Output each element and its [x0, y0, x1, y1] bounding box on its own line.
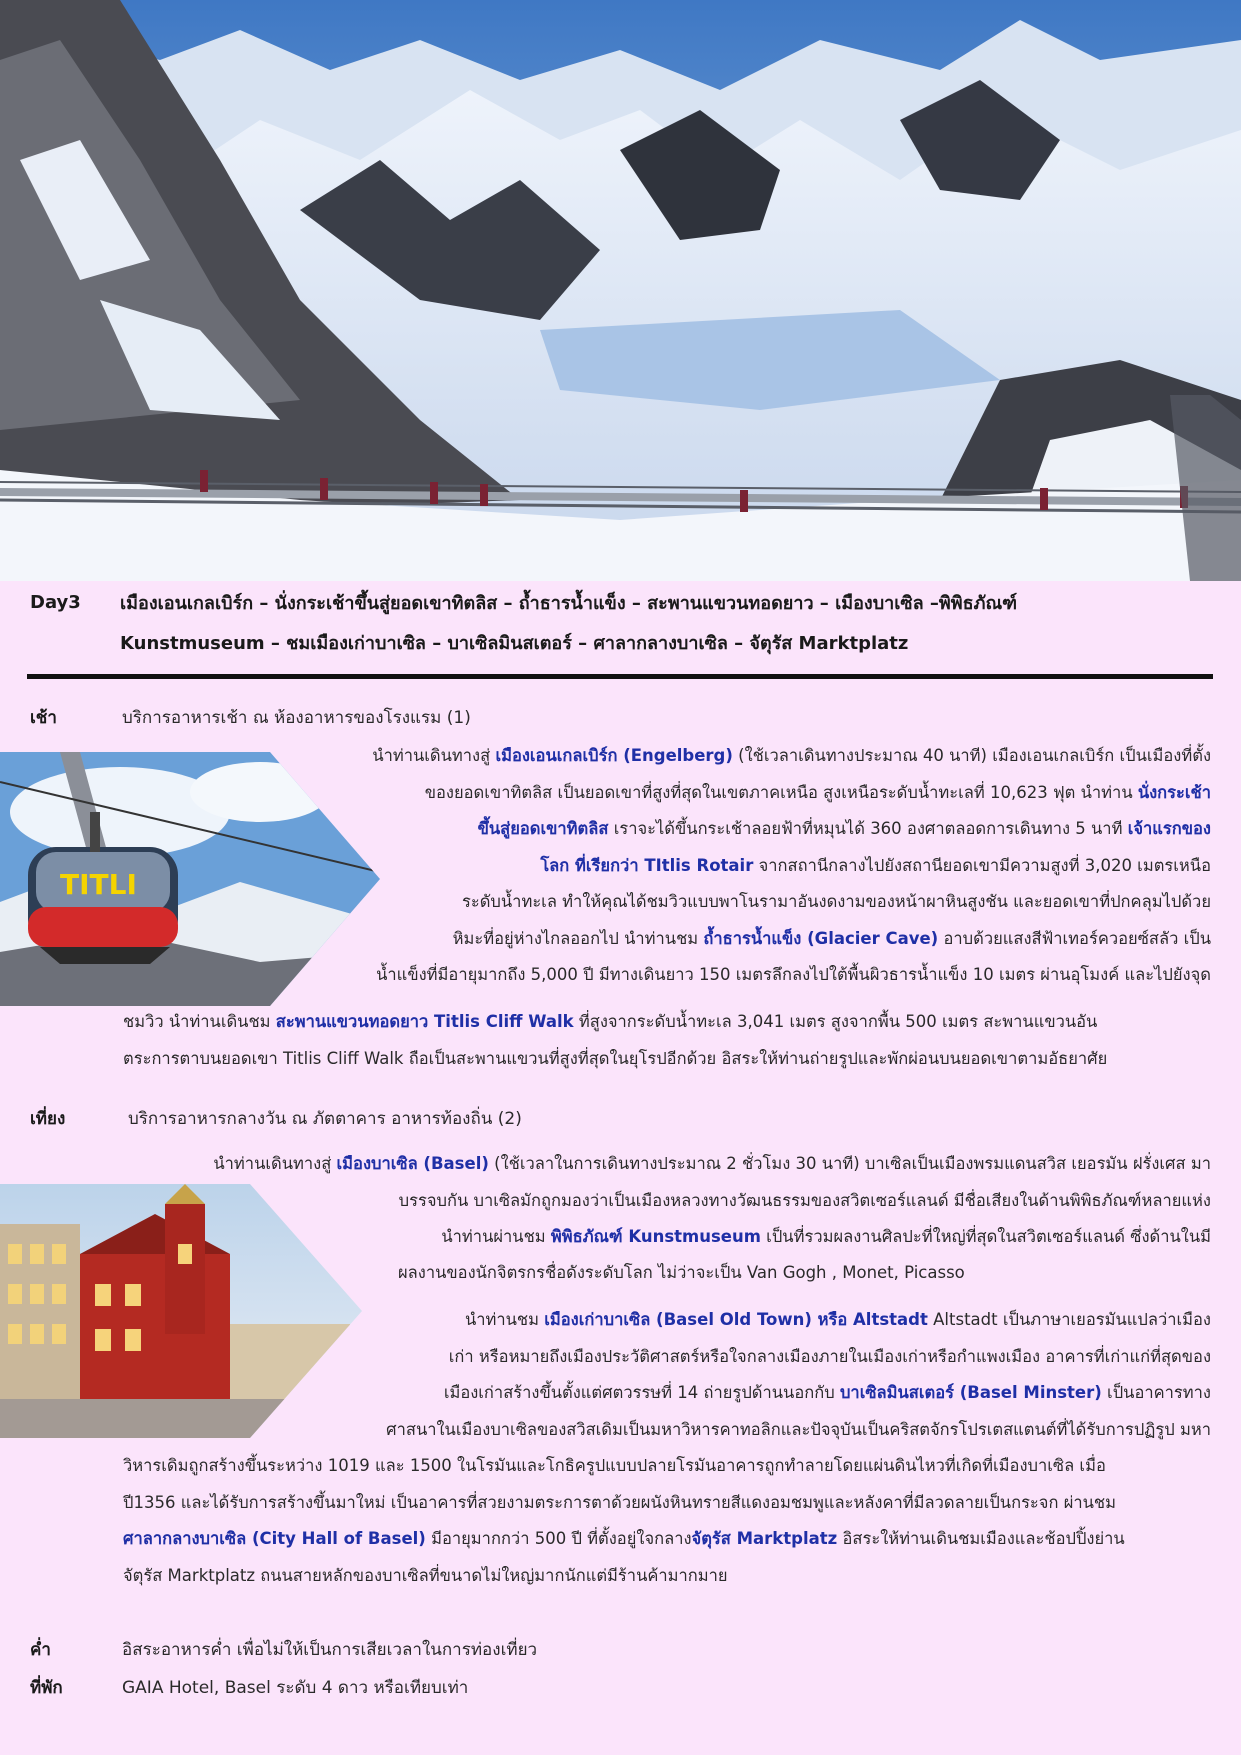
para-line: เก่า หรือหมายถึงเมืองประวัติศาสตร์หรือใจกลางเมืองภายในเมืองเก่าหรือกำแพงเมือง อาคารที่เก่าแก่ที่สุดของ: [448, 1346, 1211, 1366]
day-title: [120, 584, 1210, 664]
para-line: ตระการตาบนยอดเขา Titlis Cliff Walk ถือเป็นสะพานแขวนที่สูงที่สุดในยุโรปอีกด้วย อิสระให้ท่านถ่ายรูปและพักผ่อนบนยอดเขาตามอัธยาศัย: [123, 1048, 1108, 1068]
paragraph-basel-oldtown: [120, 1302, 1211, 1448]
para-line: นำท่านผ่านชม พิพิธภัณฑ์ Kunstmuseum เป็นที่รวมผลงานศิลปะที่ใหญ่ที่สุดในสวิตเซอร์แลนด์ ซึ่งด้านในมี: [441, 1227, 1211, 1246]
paragraph-basel-intro: [120, 1146, 1211, 1256]
day-label: Day3: [30, 592, 81, 613]
breakfast-label: เช้า: [30, 708, 57, 728]
para-line: นำท่านเดินทางสู่ เมืองเอนเกลเบิร์ก (Engelberg) (ใช้เวลาเดินทางประมาณ 40 นาที) เมืองเอนเกลเบิร์ก เป็นเมืองที่ตั้ง: [372, 746, 1211, 765]
lunch-text: บริการอาหารกลางวัน ณ ภัตตาคาร อาหารท้องถิ่น (2): [128, 1109, 522, 1129]
lunch-label: เที่ยง: [30, 1109, 66, 1129]
para-line: นำท่านชม เมืองเก่าบาเซิล (Basel Old Town) หรือ Altstadt Altstadt เป็นภาษาเยอรมันแปลว่าเมือง: [464, 1310, 1211, 1329]
dinner-text: อิสระอาหารค่ำ เพื่อไม่ให้เป็นการเสียเวลาในการท่องเที่ยว: [122, 1640, 538, 1660]
paragraph-titlis: [120, 738, 1211, 994]
para-line: นำท่านเดินทางสู่ เมืองบาเซิล (Basel) (ใช้เวลาในการเดินทางประมาณ 2 ชั่วโมง 30 นาที) บาเซิลเป็นเมืองพรมแดนสวิส เยอรมัน ฝรั่งเศส มา: [213, 1154, 1211, 1173]
dinner-label: ค่ำ: [30, 1640, 51, 1660]
paragraph-basel-minster: [123, 1448, 1214, 1594]
para-line: บรรจบกัน บาเซิลมักถูกมองว่าเป็นเมืองหลวงทางวัฒนธรรมของสวิตเซอร์แลนด์ มีชื่อเสียงในด้านพิพิธภัณฑ์หลายแห่ง: [398, 1190, 1211, 1210]
para-line: โลก ที่เรียกว่า TItlis Rotair จากสถานีกลางไปยังสถานียอดเขามีความสูงที่ 3,020 เมตรเหนือ: [540, 855, 1211, 875]
para-line: วิหารเดิมถูกสร้างขึ้นระหว่าง 1019 และ 1500 ในโรมันและโกธิครูปแบบปลายโรมันอาคารถูกทำลายโดยแผ่นดินไหวที่เกิดที่เมืองบาเซิล เมื่อ: [123, 1456, 1106, 1475]
gondola-sign: TITLI: [60, 868, 137, 901]
para-line: ระดับน้ำทะเล ทำให้คุณได้ชมวิวแบบพาโนรามาอันงดงามของหน้าผาหินสูงชัน และยอดเขาที่ปกคลุมไปด้วย: [461, 892, 1211, 911]
breakfast-text: บริการอาหารเช้า ณ ห้องอาหารของโรงแรม (1): [122, 708, 471, 728]
paragraph-titlis-cont: [123, 1004, 1214, 1077]
para-line: หิมะที่อยู่ห่างไกลออกไป นำท่านชม ถ้ำธารน้ำแข็ง (Glacier Cave) อาบด้วยแสงสีฟ้าเทอร์ควอยซ์สลัว เป็น: [452, 928, 1211, 948]
para-line: น้ำแข็งที่มีอายุมากถึง 5,000 ปี มีทางเดินยาว 150 เมตรลึกลงไปใต้พื้นผิวธารน้ำแข็ง 10 เมตร ผ่านอุโมงค์ และไปยังจุด: [376, 965, 1211, 984]
hotel-label: ที่พัก: [30, 1678, 63, 1698]
hotel-text: GAIA Hotel, Basel ระดับ 4 ดาว หรือเทียบเท่า: [122, 1678, 469, 1698]
para-line: ของยอดเขาทิตลิส เป็นยอดเขาที่สูงที่สุดในเขตภาคเหนือ สูงเหนือระดับน้ำทะเลที่ 10,623 ฟุต นำท่าน นั่งกระเช้า: [424, 782, 1211, 802]
hero-photo-titlis-cliff-walk: [0, 0, 1241, 581]
para-line: เมืองเก่าสร้างขึ้นตั้งแต่ศตวรรษที่ 14 ถ่ายรูปด้านนอกกับ บาเซิลมินสเตอร์ (Basel Minster) เป็นอาคารทาง: [443, 1383, 1211, 1402]
header-divider: [27, 674, 1213, 679]
para-line: จัตุรัส Marktplatz ถนนสายหลักของบาเซิลที่ขนาดไม่ใหญ่มากนักแต่มีร้านค้ามากมาย: [123, 1565, 728, 1585]
day-title-line: เมืองเอนเกลเบิร์ก – นั่งกระเช้าขึ้นสู่ยอดเขาทิตลิส – ถ้ำธารน้ำแข็ง – สะพานแขวนทอดยาว – เมืองบาเซิล –พิพิธภัณฑ์: [120, 593, 1018, 614]
para-line: ศาสนาในเมืองบาเซิลของสวิสเดิมเป็นมหาวิหารคาทอลิกและปัจจุบันเป็นคริสตจักรโปรเตสแตนต์ที่ได้รับการปฏิรูป มหา: [386, 1419, 1211, 1439]
para-line: ชมวิว นำท่านเดินชม สะพานแขวนทอดยาว Titlis Cliff Walk ที่สูงจากระดับน้ำทะเล 3,041 เมตร สูงจากพื้น 500 เมตร สะพานแขวนอัน: [123, 1012, 1098, 1031]
para-line: ศาลากลางบาเซิล (City Hall of Basel) มีอายุมากกว่า 500 ปี ที่ตั้งอยู่ใจกลางจัตุรัส Marktplatz อิสระให้ท่านเดินชมเมืองและช้อปปิ้งย่าน: [123, 1529, 1125, 1548]
day-title-line: Kunstmuseum – ชมเมืองเก่าบาเซิล – บาเซิลมินสเตอร์ – ศาลากลางบาเซิล – จัตุรัส Marktplatz: [120, 633, 909, 654]
paragraph-basel-artists: [398, 1255, 1198, 1292]
para-line: ขึ้นสู่ยอดเขาทิตลิส เราจะได้ขึ้นกระเช้าลอยฟ้าที่หมุนได้ 360 องศาตลอดการเดินทาง 5 นาที เจ้าแรกของ: [477, 819, 1211, 838]
para-line: ปี1356 และได้รับการสร้างขึ้นมาใหม่ เป็นอาคารที่สวยงามตระการตาด้วยผนังหินทรายสีแดงอมชมพูและหลังคาที่มีลวดลายเป็นกระจก ผ่านชม: [123, 1492, 1116, 1512]
para-line: ผลงานของนักจิตรกรชื่อดังระดับโลก ไม่ว่าจะเป็น Van Gogh , Monet, Picasso: [398, 1263, 965, 1282]
